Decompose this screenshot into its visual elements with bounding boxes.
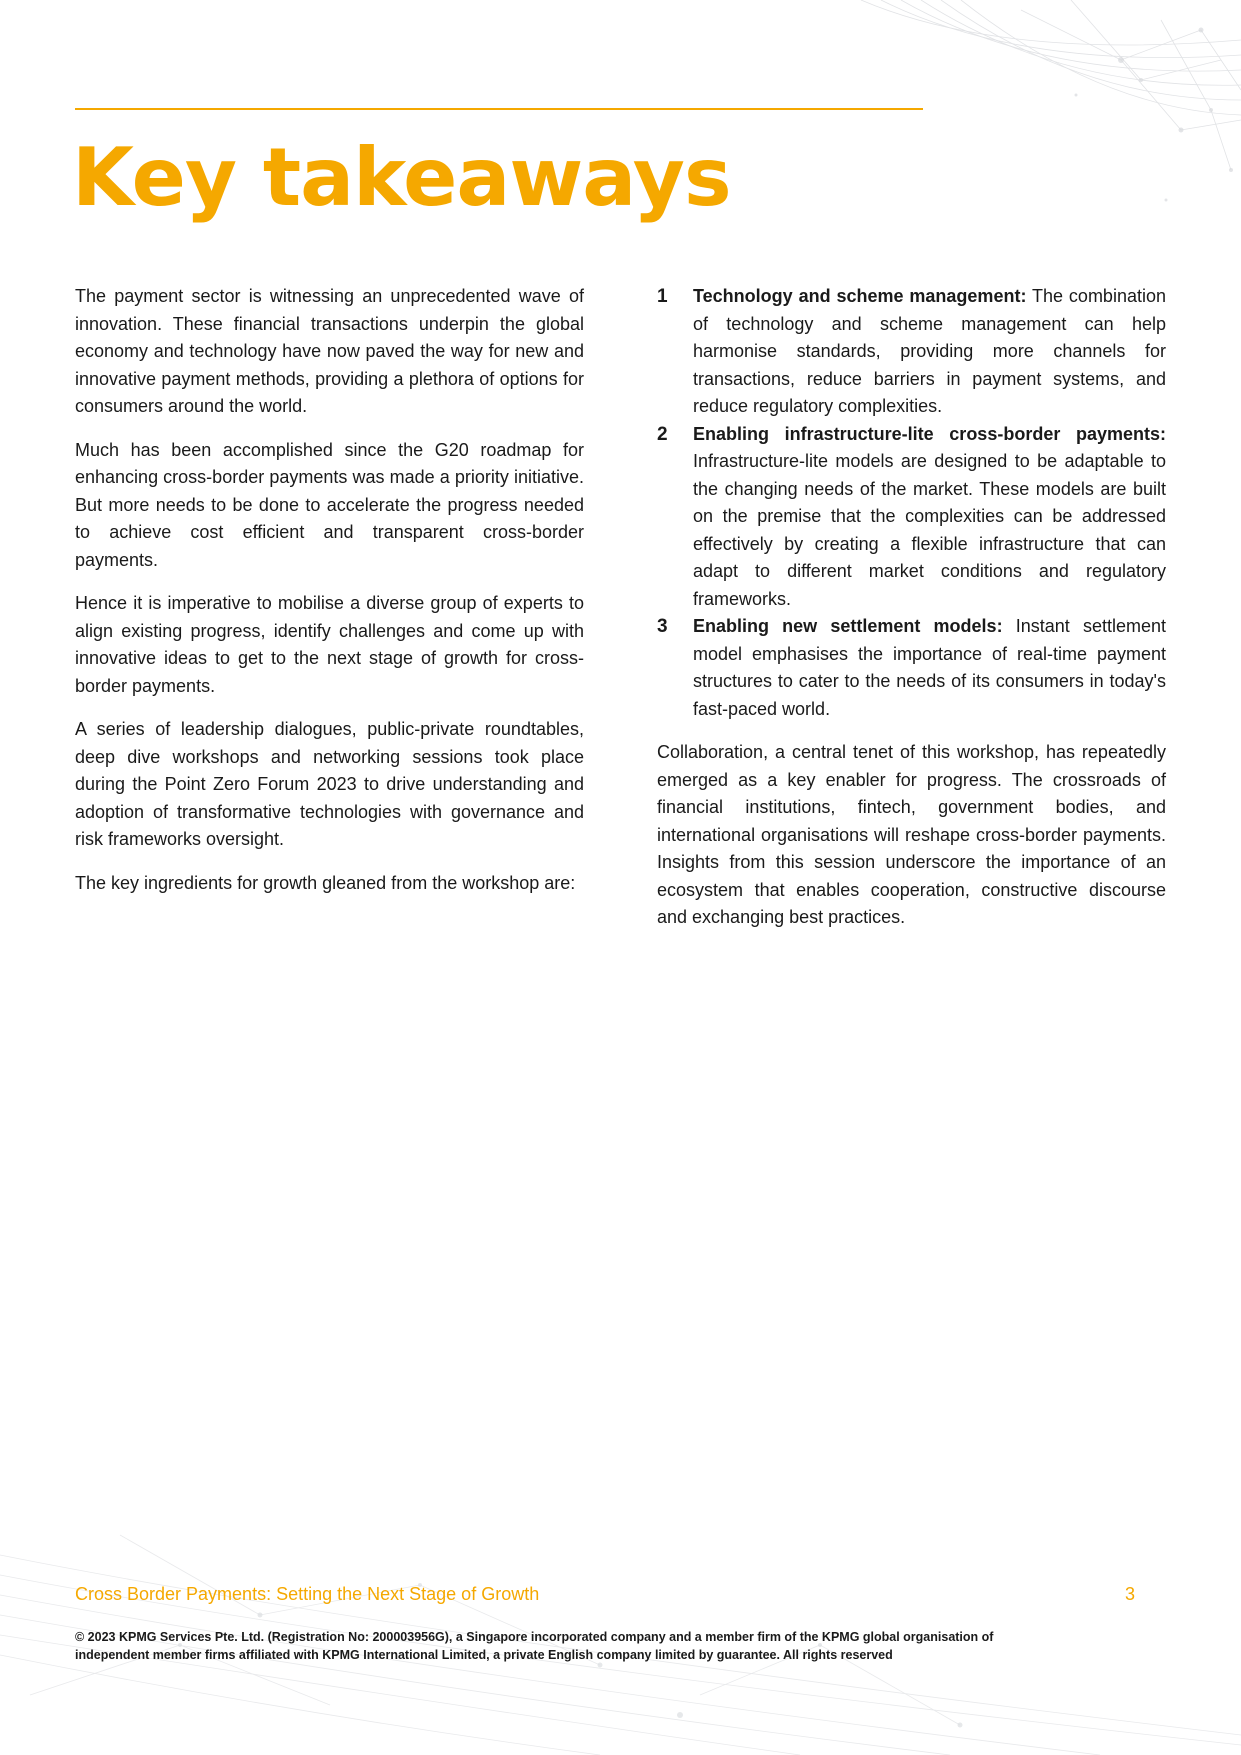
intro-paragraph: Hence it is imperative to mobilise a diverse group of experts to align existing progress, identify challenges and come up with innovative ideas to get to the next stage of growth for cross-border payments. — [75, 593, 584, 696]
closing-paragraph: Collaboration, a central tenet of this workshop, has repeatedly emerged as a key enabler for progress. The crossroads of financial institutions, fintech, government bodies, and international organisations will reshape cross-border payments. Insights from this session underscore the importance of an ecosystem that enables cooperation, constructive discourse and exchanging best practices. — [657, 742, 1166, 927]
right-column — [657, 283, 1166, 948]
takeaway-heading: Technology and scheme management: — [693, 286, 1027, 306]
takeaway-heading: Enabling infrastructure-lite cross-border payments: — [693, 423, 1166, 444]
intro-paragraph: The payment sector is witnessing an unprecedented wave of innovation. These financial transactions underpin the global economy and technology have now paved the way for new and innovative payment methods, providing a plethora of options for consumers around the world. — [75, 286, 584, 416]
header-divider-line — [75, 108, 923, 110]
takeaway-item — [657, 283, 1166, 421]
intro-paragraph: The key ingredients for growth gleaned from the workshop are: — [75, 872, 576, 893]
key-takeaways-list — [657, 283, 1166, 723]
takeaway-item — [657, 613, 1166, 723]
network-pattern-top-decoration — [821, 0, 1241, 240]
left-column — [75, 283, 584, 913]
takeaway-number: 1 — [657, 286, 668, 307]
takeaway-item — [657, 421, 1166, 614]
page-number: 3 — [1125, 1584, 1136, 1604]
takeaway-text: Infrastructure-lite models are designed to be adaptable to the changing needs of the market. These models are built on the premise that the complexities can be addressed effectively by creating a flexible infrastructure that can adapt to different market conditions and regulatory frameworks. — [693, 451, 1166, 609]
takeaway-number: 2 — [657, 423, 668, 445]
takeaway-heading: Enabling new settlement models: — [693, 616, 1003, 636]
page-title: Key takeaways — [72, 131, 731, 224]
takeaway-text: Instant settlement model emphasises the importance of real-time payment structures to cater to the needs of its consumers in today's fast-paced world. — [693, 616, 1166, 719]
copyright-notice: © 2023 KPMG Services Pte. Ltd. (Registration No: 200003956G), a Singapore incorporated company and a member firm of the KPMG global organisation of independent member firms affiliated with KPMG International Limited, a private English company limited by guarantee. All rights reserved — [75, 1630, 994, 1662]
intro-paragraph: Much has been accomplished since the G20 roadmap for enhancing cross-border payments was made a priority initiative. But more needs to be done to accelerate the progress needed to achieve cost efficient and transparent cross-border payments. — [75, 439, 584, 570]
network-pattern-bottom-decoration — [0, 1495, 1241, 1755]
takeaway-text: The combination of technology and scheme management can help harmonise standards, providing more channels for transactions, reduce barriers in payment systems, and reduce regulatory complexities. — [693, 286, 1166, 416]
takeaway-number: 3 — [657, 616, 668, 637]
footer-report-title: Cross Border Payments: Setting the Next Stage of Growth — [75, 1584, 540, 1604]
intro-paragraph: A series of leadership dialogues, public-private roundtables, deep dive workshops and networking sessions took place during the Point Zero Forum 2023 to drive understanding and adoption of transformative technologies with governance and risk frameworks oversight. — [75, 719, 584, 849]
